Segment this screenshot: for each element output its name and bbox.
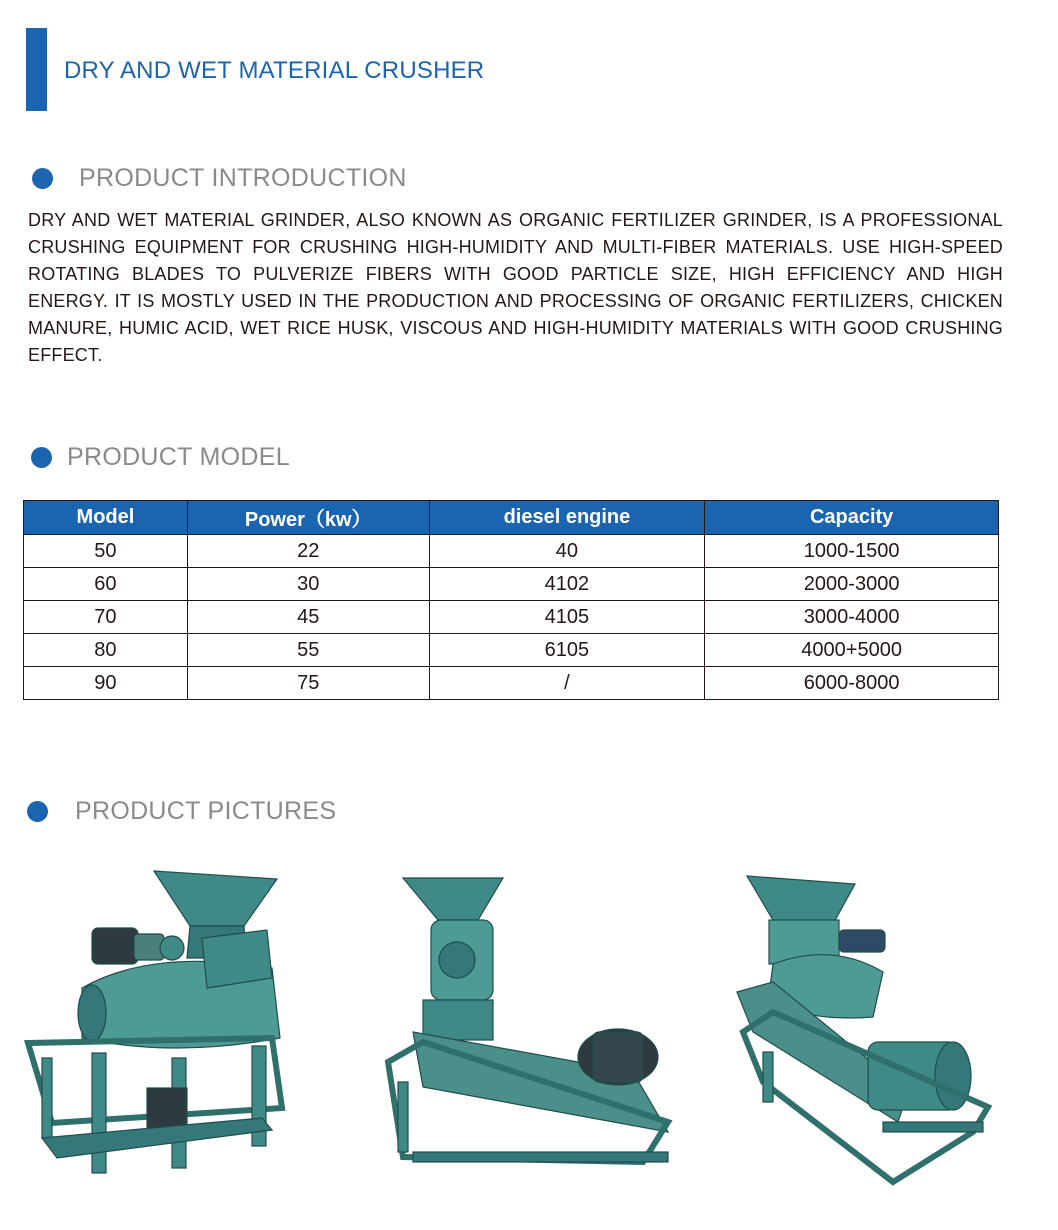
table-cell: 4102 bbox=[429, 568, 705, 601]
table-cell: 30 bbox=[187, 568, 429, 601]
model-spec-table bbox=[23, 500, 999, 700]
bullet-icon bbox=[32, 168, 53, 189]
title-accent-bar bbox=[26, 28, 47, 111]
table-cell: 45 bbox=[187, 601, 429, 634]
table-cell: 6105 bbox=[429, 634, 705, 667]
crusher-photo-1 bbox=[22, 868, 288, 1190]
table-cell: 80 bbox=[24, 634, 188, 667]
bullet-icon bbox=[27, 801, 48, 822]
table-cell: 40 bbox=[429, 535, 705, 568]
crusher-photo-3 bbox=[733, 872, 998, 1190]
table-cell: / bbox=[429, 667, 705, 700]
section-introduction-title: PRODUCT INTRODUCTION bbox=[79, 164, 407, 192]
table-cell: 70 bbox=[24, 601, 188, 634]
column-header-capacity: Capacity bbox=[705, 501, 999, 535]
column-header-power: Power（kw） bbox=[187, 501, 429, 535]
section-pictures-title: PRODUCT PICTURES bbox=[75, 797, 337, 825]
column-header-diesel-engine: diesel engine bbox=[429, 501, 705, 535]
section-pictures-header bbox=[27, 797, 336, 826]
crusher-photo-2 bbox=[383, 872, 678, 1172]
table-cell: 1000-1500 bbox=[705, 535, 999, 568]
table-cell: 90 bbox=[24, 667, 188, 700]
table-cell: 4000+5000 bbox=[705, 634, 999, 667]
section-introduction-header bbox=[32, 164, 407, 193]
column-header-model: Model bbox=[24, 501, 188, 535]
table-cell: 55 bbox=[187, 634, 429, 667]
section-model-title: PRODUCT MODEL bbox=[67, 443, 290, 471]
table-cell: 75 bbox=[187, 667, 429, 700]
page-title: DRY AND WET MATERIAL CRUSHER bbox=[64, 57, 485, 84]
table-row bbox=[24, 634, 999, 667]
table-row bbox=[24, 667, 999, 700]
table-cell: 4105 bbox=[429, 601, 705, 634]
table-row bbox=[24, 568, 999, 601]
section-model-header bbox=[31, 443, 290, 472]
table-row bbox=[24, 601, 999, 634]
table-row bbox=[24, 535, 999, 568]
bullet-icon bbox=[31, 447, 52, 468]
table-header-row bbox=[24, 501, 999, 535]
table-cell: 3000-4000 bbox=[705, 601, 999, 634]
table-cell: 50 bbox=[24, 535, 188, 568]
table-cell: 60 bbox=[24, 568, 188, 601]
table-cell: 22 bbox=[187, 535, 429, 568]
introduction-paragraph: DRY AND WET MATERIAL GRINDER, ALSO KNOWN AS ORGANIC FERTILIZER GRINDER, IS A PROFESSIONAL CRUSHING EQUIPMENT FOR CRUSHING HIGH-HUMIDITY AND MULTI-FIBER MATERIALS. USE HIGH-SPEED ROTATING BLADES TO PULVERIZE FIBERS WITH GOOD PARTICLE SIZE, HIGH EFFICIENCY AND HIGH ENERGY. IT IS MOSTLY USED IN THE PRODUCTION AND PROCESSING OF ORGANIC FERTILIZERS, CHICKEN MANURE, HUMIC ACID, WET RICE HUSK, VISCOUS AND HIGH-HUMIDITY MATERIALS WITH GOOD CRUSHING EFFECT. bbox=[28, 210, 1003, 365]
table-cell: 6000-8000 bbox=[705, 667, 999, 700]
table-cell: 2000-3000 bbox=[705, 568, 999, 601]
